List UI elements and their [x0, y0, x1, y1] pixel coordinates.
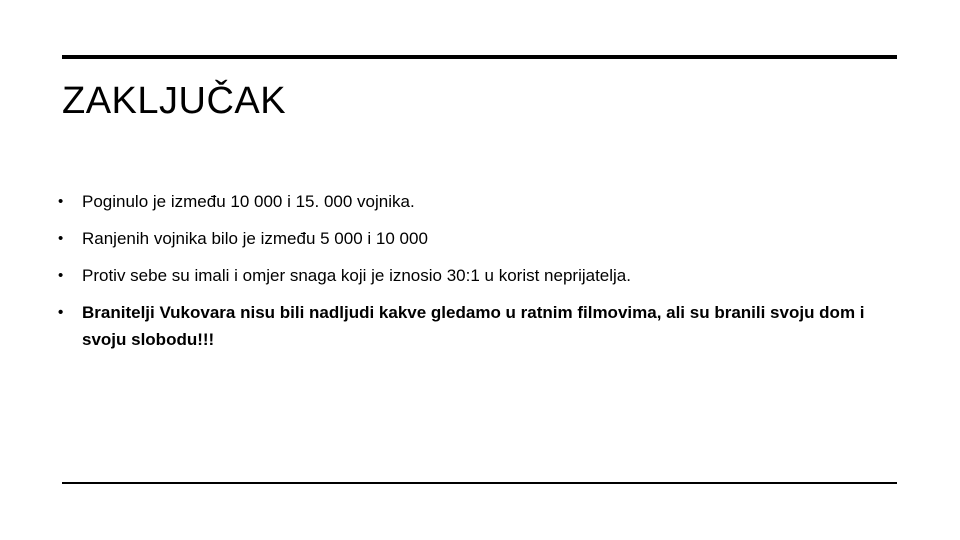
bottom-divider: [62, 482, 897, 484]
bullet-icon: •: [58, 230, 64, 247]
bullet-text: Poginulo je između 10 000 i 15. 000 vojnika.: [82, 192, 415, 211]
bullet-icon: •: [58, 193, 64, 210]
bullet-item: [58, 188, 908, 216]
bullet-text: Branitelji Vukovara nisu bili nadljudi kakve gledamo u ratnim filmovima, ali su branili svoju dom i svoju slobodu!!!: [82, 303, 865, 349]
slide-title: ZAKLJUČAK: [62, 80, 287, 122]
top-divider: [62, 55, 897, 59]
bullet-item: [58, 225, 908, 253]
bullet-list: [58, 188, 908, 362]
bullet-icon: •: [58, 267, 64, 284]
bullet-item-emphasis: [58, 299, 908, 353]
bullet-item: [58, 262, 908, 290]
bullet-text: Protiv sebe su imali i omjer snaga koji je iznosio 30:1 u korist neprijatelja.: [82, 266, 631, 285]
bullet-icon: •: [58, 304, 64, 321]
bullet-text: Ranjenih vojnika bilo je između 5 000 i 10 000: [82, 229, 428, 248]
